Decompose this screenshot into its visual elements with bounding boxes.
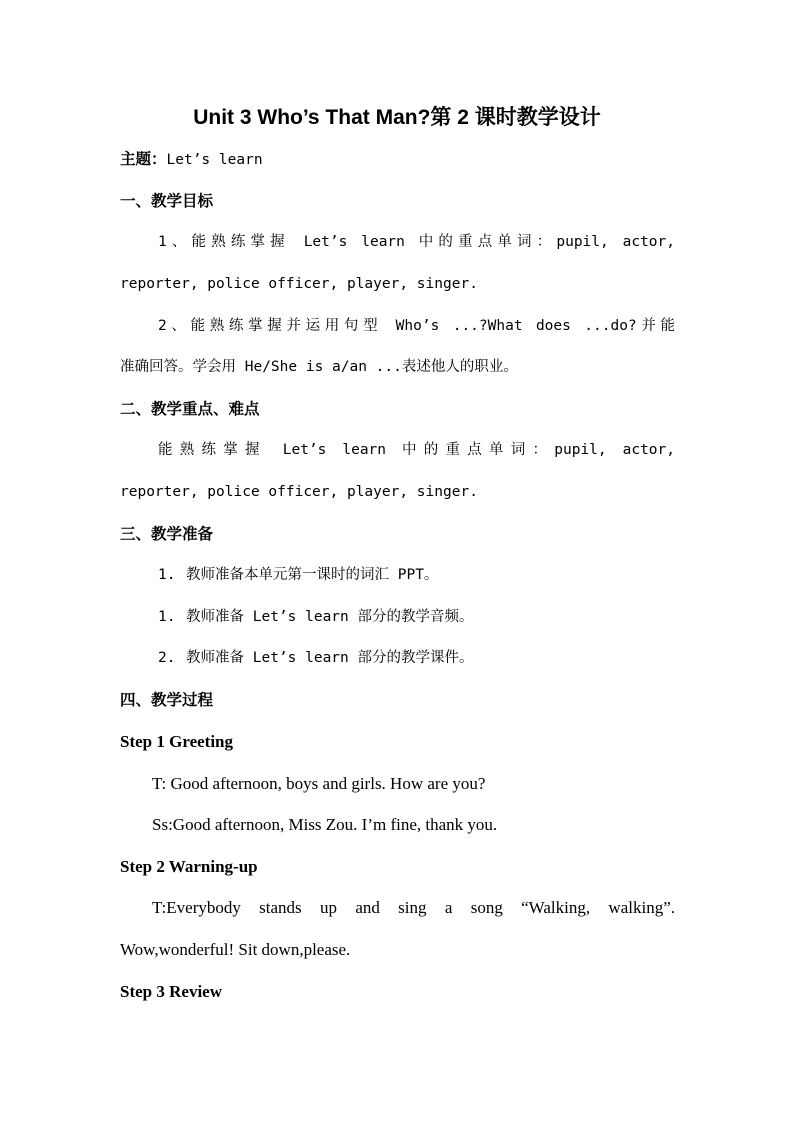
section-heading-key-points: 二、教学重点、难点 — [120, 400, 260, 418]
preparation-item — [158, 605, 675, 629]
key-points-line-2: reporter, police officer, player, singer. — [120, 484, 478, 500]
step-1-line-1: T: Good afternoon, boys and girls. How are you? — [152, 774, 486, 793]
preparation-item-text: 教师准备 Let’s learn 部分的教学音频。 — [186, 609, 474, 625]
step-1-heading: Step 1 Greeting — [120, 732, 234, 751]
step-2-line-1: T:Everybody stands up and sing a song “Walking, walking”. — [152, 898, 675, 917]
theme-value: Let’s learn — [166, 152, 263, 168]
preparation-item — [158, 563, 675, 587]
objective-1-line-2: reporter, police officer, player, singer. — [120, 276, 478, 292]
step-2-line-2: Wow,wonderful! Sit down,please. — [120, 940, 351, 959]
objective-2-line-1: 2、能熟练掌握并运用句型 Who’s ...?What does ...do?并能 — [158, 318, 675, 334]
step-3-heading: Step 3 Review — [120, 982, 222, 1001]
preparation-item-number: 1. — [158, 567, 176, 583]
document-title: Unit 3 Who’s That Man?第 2 课时教学设计 — [193, 106, 601, 129]
preparation-item-text: 教师准备本单元第一课时的词汇 PPT。 — [186, 567, 439, 583]
theme-line — [120, 147, 675, 172]
preparation-item-number: 1. — [158, 609, 176, 625]
key-points-line-1: 能熟练掌握 Let’s learn 中的重点单词：pupil, actor, — [158, 442, 675, 458]
step-1-line-2: Ss:Good afternoon, Miss Zou. I’m fine, thank you. — [152, 815, 498, 834]
theme-label: 主题： — [120, 150, 167, 168]
step-2-heading: Step 2 Warning-up — [120, 857, 258, 876]
section-heading-preparation: 三、教学准备 — [120, 525, 214, 543]
preparation-item — [158, 646, 675, 670]
objective-2-line-2: 准确回答。学会用 He/She is a/an ...表述他人的职业。 — [120, 359, 518, 375]
section-heading-objectives: 一、教学目标 — [120, 192, 214, 210]
objective-1-line-1: 1、能熟练掌握 Let’s learn 中的重点单词：pupil, actor, — [158, 234, 675, 250]
preparation-item-number: 2. — [158, 650, 176, 666]
preparation-item-text: 教师准备 Let’s learn 部分的教学课件。 — [186, 650, 474, 666]
section-heading-process: 四、教学过程 — [120, 691, 214, 709]
